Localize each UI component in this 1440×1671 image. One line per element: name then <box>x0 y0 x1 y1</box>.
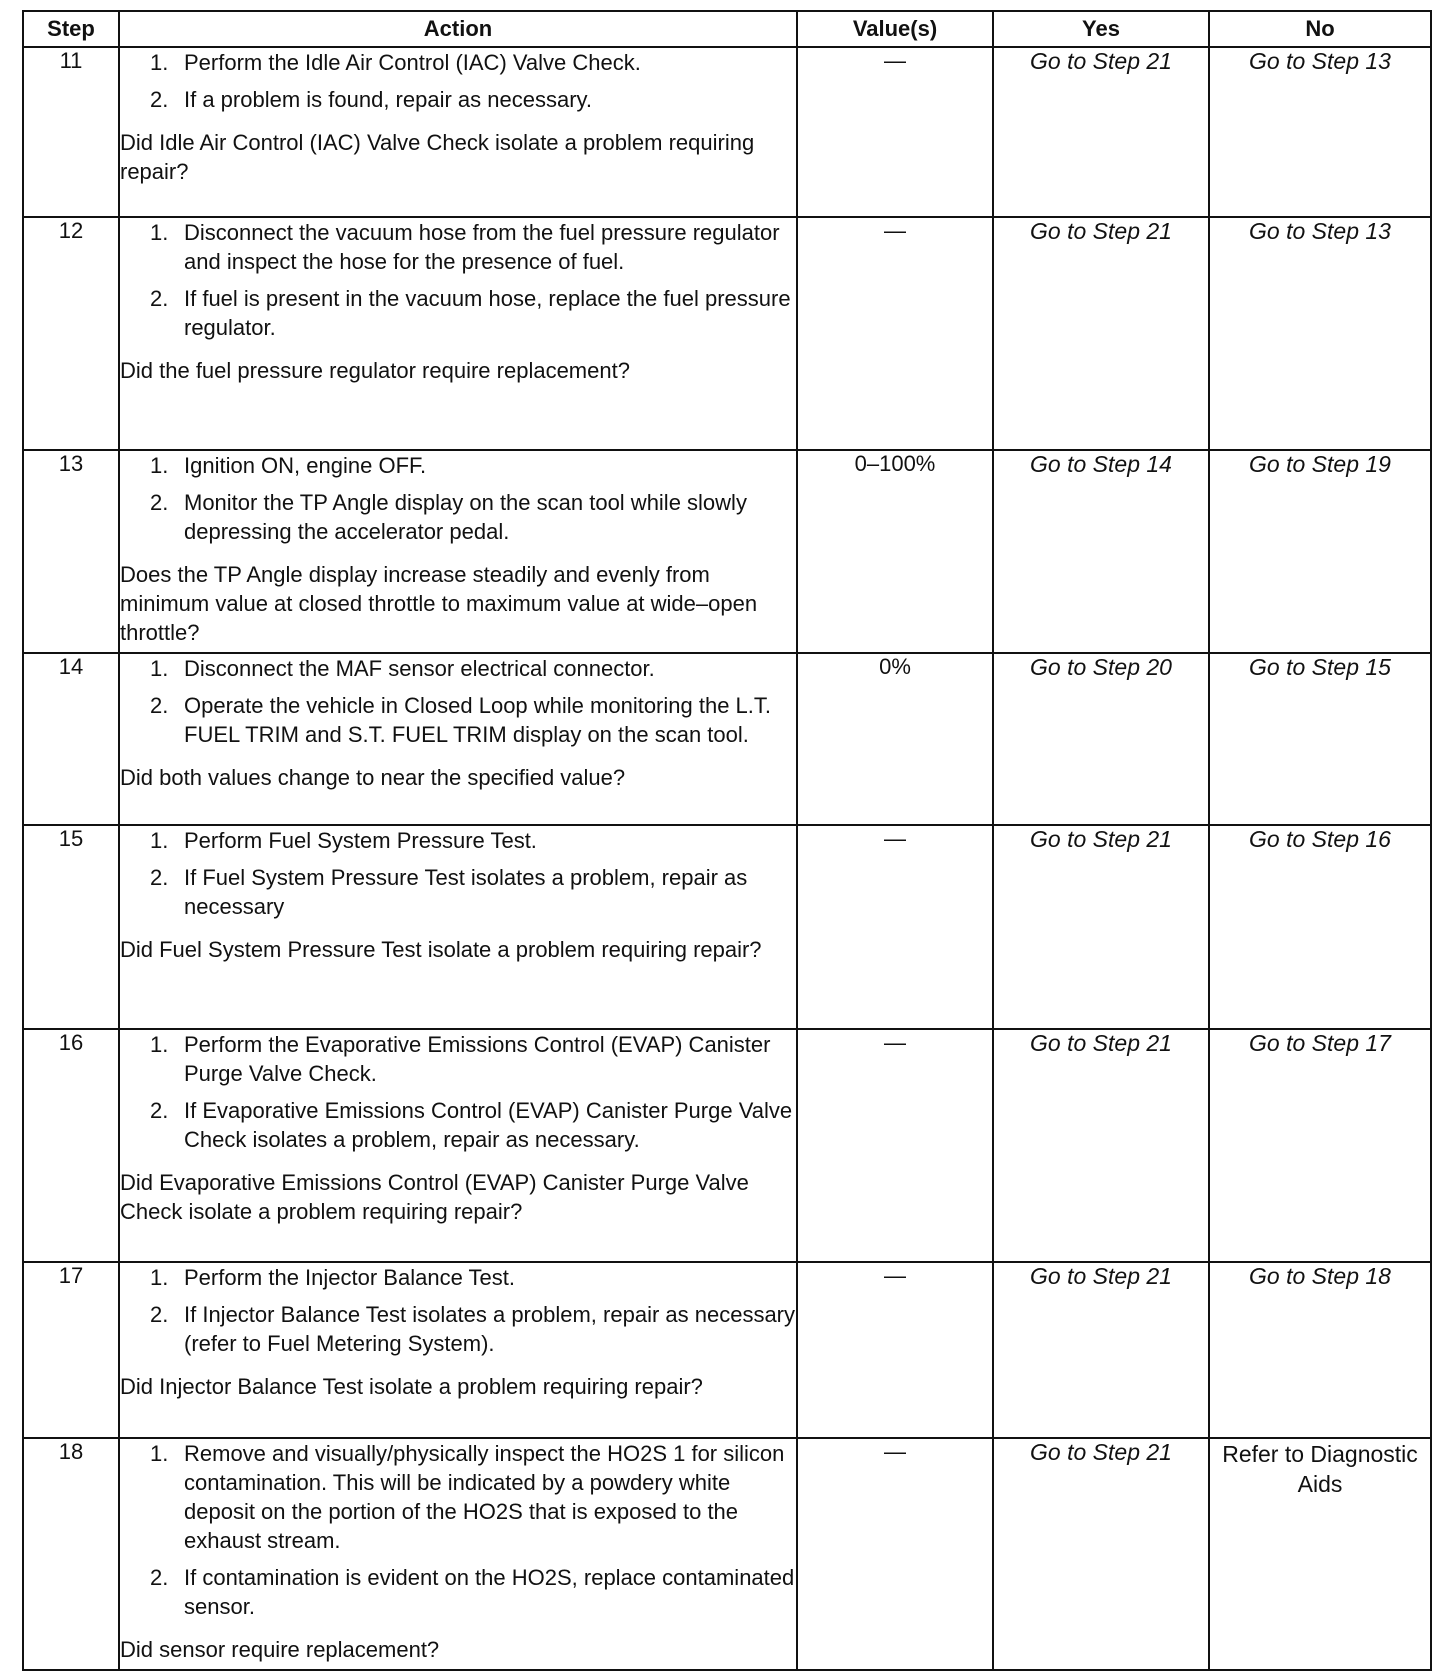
action-steps <box>120 1030 796 1162</box>
header-row <box>23 11 1431 47</box>
yes-cell: Go to Step 21 <box>993 1029 1209 1262</box>
action-step: 1. Ignition ON, engine OFF. <box>150 453 427 478</box>
action-steps <box>120 654 796 757</box>
diagnostic-table <box>22 10 1432 1671</box>
action-cell <box>119 1262 797 1438</box>
action-step-text: Disconnect the vacuum hose from the fuel pressure regulator and inspect the hose for the presence of fuel. <box>184 220 780 274</box>
action-cell <box>119 653 797 825</box>
action-step: 2. If Fuel System Pressure Test isolates a problem, repair as necessary <box>150 865 748 919</box>
step-number: 15 <box>23 825 119 1029</box>
action-step: 2. If a problem is found, repair as necessary. <box>150 87 593 112</box>
header-values: Value(s) <box>797 11 993 47</box>
action-step-text: Perform the Injector Balance Test. <box>184 1265 515 1290</box>
action-step-text: Perform the Evaporative Emissions Control (EVAP) Canister Purge Valve Check. <box>184 1032 771 1086</box>
action-step-text: If contamination is evident on the HO2S, replace contaminated sensor. <box>184 1565 795 1619</box>
action-cell <box>119 47 797 217</box>
step-number: 13 <box>23 450 119 653</box>
action-step-text: If Injector Balance Test isolates a problem, repair as necessary (refer to Fuel Metering System). <box>184 1302 796 1356</box>
step-number: 12 <box>23 217 119 450</box>
action-step-text: Perform Fuel System Pressure Test. <box>184 828 537 853</box>
yes-cell: Go to Step 21 <box>993 825 1209 1029</box>
yes-cell: Go to Step 21 <box>993 1262 1209 1438</box>
yes-cell: Go to Step 21 <box>993 1438 1209 1670</box>
action-steps <box>120 1439 796 1629</box>
action-steps <box>120 451 796 554</box>
action-step: 2. If contamination is evident on the HO2S, replace contaminated sensor. <box>150 1565 795 1619</box>
action-step: 2. Operate the vehicle in Closed Loop while monitoring the L.T. FUEL TRIM and S.T. FUEL TRIM display on the scan tool. <box>150 693 772 747</box>
table-row <box>23 1029 1431 1262</box>
step-number: 18 <box>23 1438 119 1670</box>
no-cell: Go to Step 19 <box>1209 450 1431 653</box>
action-step: 1. Perform the Injector Balance Test. <box>150 1265 515 1290</box>
action-steps <box>120 48 796 122</box>
value-cell: — <box>797 1029 993 1262</box>
table-row <box>23 217 1431 450</box>
yes-cell: Go to Step 20 <box>993 653 1209 825</box>
action-step: 2. If Injector Balance Test isolates a problem, repair as necessary (refer to Fuel Metering System). <box>150 1302 796 1356</box>
action-step: 1. Disconnect the vacuum hose from the fuel pressure regulator and inspect the hose for the presence of fuel. <box>150 220 780 274</box>
value-cell: — <box>797 47 993 217</box>
action-step-text: Remove and visually/physically inspect the HO2S 1 for silicon contamination. This will be indicated by a powdery white deposit on the portion of the HO2S that is exposed to the exhaust stream. <box>184 1441 785 1553</box>
action-question: Does the TP Angle display increase steadily and evenly from minimum value at closed throttle to maximum value at wide–open throttle? <box>120 562 758 645</box>
action-step-text: Disconnect the MAF sensor electrical connector. <box>184 656 655 681</box>
header-yes: Yes <box>993 11 1209 47</box>
action-cell <box>119 825 797 1029</box>
no-cell: Go to Step 13 <box>1209 217 1431 450</box>
table-row <box>23 653 1431 825</box>
action-question: Did Evaporative Emissions Control (EVAP) Canister Purge Valve Check isolate a problem requiring repair? <box>120 1170 749 1224</box>
action-step-text: If Fuel System Pressure Test isolates a problem, repair as necessary <box>184 865 748 919</box>
yes-cell: Go to Step 14 <box>993 450 1209 653</box>
action-question: Did both values change to near the specified value? <box>120 765 626 790</box>
action-cell <box>119 1438 797 1670</box>
header-action: Action <box>119 11 797 47</box>
action-step: 2. If fuel is present in the vacuum hose, replace the fuel pressure regulator. <box>150 286 791 340</box>
step-number: 17 <box>23 1262 119 1438</box>
action-step: 1. Remove and visually/physically inspect the HO2S 1 for silicon contamination. This will be indicated by a powdery white deposit on the portion of the HO2S that is exposed to the exhaust stream. <box>150 1441 785 1553</box>
action-steps <box>120 218 796 350</box>
action-cell <box>119 217 797 450</box>
action-question: Did Injector Balance Test isolate a problem requiring repair? <box>120 1374 703 1399</box>
step-number: 16 <box>23 1029 119 1262</box>
no-cell: Go to Step 17 <box>1209 1029 1431 1262</box>
action-question: Did sensor require replacement? <box>120 1637 440 1662</box>
no-cell: Go to Step 16 <box>1209 825 1431 1029</box>
value-cell: 0% <box>797 653 993 825</box>
no-cell: Go to Step 13 <box>1209 47 1431 217</box>
no-cell: Refer to Diagnostic Aids <box>1209 1438 1431 1670</box>
action-step-text: Monitor the TP Angle display on the scan tool while slowly depressing the accelerator pedal. <box>184 490 747 544</box>
yes-cell: Go to Step 21 <box>993 47 1209 217</box>
value-cell: — <box>797 217 993 450</box>
action-step-text: If fuel is present in the vacuum hose, replace the fuel pressure regulator. <box>184 286 791 340</box>
action-step-text: If a problem is found, repair as necessary. <box>184 87 593 112</box>
action-step-text: Perform the Idle Air Control (IAC) Valve Check. <box>184 50 641 75</box>
table-row <box>23 1262 1431 1438</box>
action-question: Did Idle Air Control (IAC) Valve Check isolate a problem requiring repair? <box>120 130 755 184</box>
action-step: 1. Disconnect the MAF sensor electrical connector. <box>150 656 655 681</box>
header-no: No <box>1209 11 1431 47</box>
value-cell: — <box>797 825 993 1029</box>
action-cell <box>119 1029 797 1262</box>
action-step: 1. Perform the Idle Air Control (IAC) Valve Check. <box>150 50 641 75</box>
action-step-text: Ignition ON, engine OFF. <box>184 453 427 478</box>
step-number: 11 <box>23 47 119 217</box>
value-cell: — <box>797 1262 993 1438</box>
header-step: Step <box>23 11 119 47</box>
action-step: 2. If Evaporative Emissions Control (EVAP) Canister Purge Valve Check isolates a problem, repair as necessary. <box>150 1098 793 1152</box>
action-step-text: If Evaporative Emissions Control (EVAP) Canister Purge Valve Check isolates a problem, repair as necessary. <box>184 1098 793 1152</box>
action-step: 1. Perform the Evaporative Emissions Control (EVAP) Canister Purge Valve Check. <box>150 1032 771 1086</box>
table-row <box>23 450 1431 653</box>
value-cell: — <box>797 1438 993 1670</box>
action-steps <box>120 1263 796 1366</box>
action-step: 1. Perform Fuel System Pressure Test. <box>150 828 537 853</box>
table-row <box>23 1438 1431 1670</box>
action-question: Did the fuel pressure regulator require replacement? <box>120 358 630 383</box>
action-steps <box>120 826 796 929</box>
action-step-text: Operate the vehicle in Closed Loop while monitoring the L.T. FUEL TRIM and S.T. FUEL TRIM display on the scan tool. <box>184 693 772 747</box>
table-row <box>23 825 1431 1029</box>
no-cell: Go to Step 18 <box>1209 1262 1431 1438</box>
action-step: 2. Monitor the TP Angle display on the scan tool while slowly depressing the accelerator pedal. <box>150 490 747 544</box>
no-cell: Go to Step 15 <box>1209 653 1431 825</box>
step-number: 14 <box>23 653 119 825</box>
value-cell: 0–100% <box>797 450 993 653</box>
action-question: Did Fuel System Pressure Test isolate a problem requiring repair? <box>120 937 762 962</box>
yes-cell: Go to Step 21 <box>993 217 1209 450</box>
table-row <box>23 47 1431 217</box>
action-cell <box>119 450 797 653</box>
